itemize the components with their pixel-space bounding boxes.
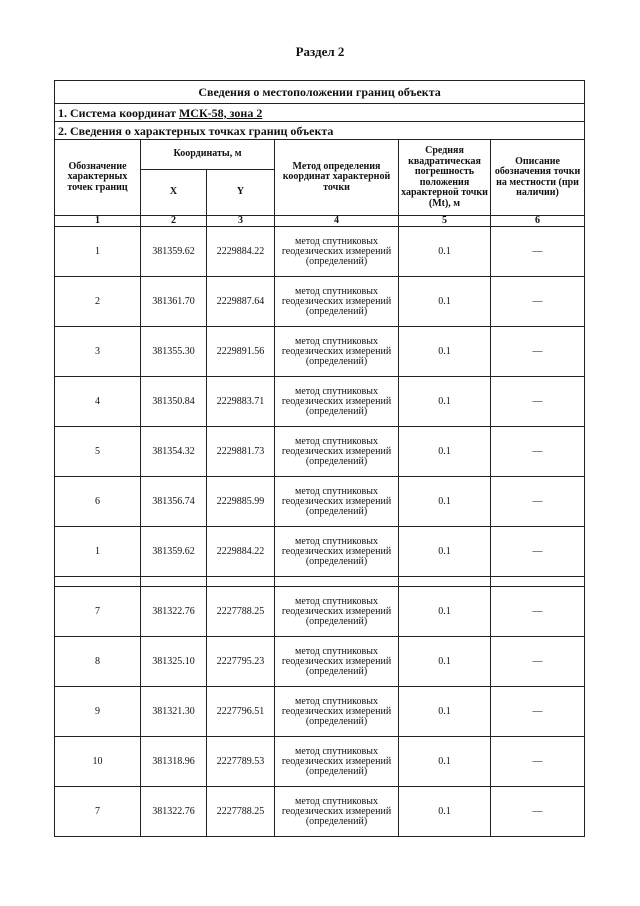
coord-x: 381350.84 [141, 377, 207, 427]
header-designation: Обозначение характерных точек границ [55, 140, 141, 216]
point-id: 7 [55, 587, 141, 637]
group-separator-row [55, 577, 585, 587]
table-title: Сведения о местоположении границ объекта [55, 81, 585, 104]
point-id: 5 [55, 427, 141, 477]
table-row [55, 787, 585, 837]
point-id: 1 [55, 527, 141, 577]
accuracy-cell: 0.1 [399, 277, 491, 327]
column-number: 2 [141, 216, 207, 227]
accuracy-cell: 0.1 [399, 687, 491, 737]
description-cell: — [491, 527, 585, 577]
coord-y: 2229884.22 [207, 527, 275, 577]
table-row [55, 377, 585, 427]
method-cell: метод спутниковых геодезических измерений (определений) [275, 427, 399, 477]
coord-y: 2229885.99 [207, 477, 275, 527]
coord-x: 381322.76 [141, 787, 207, 837]
point-id: 4 [55, 377, 141, 427]
coord-y: 2227788.25 [207, 787, 275, 837]
point-id: 8 [55, 637, 141, 687]
empty-cell [207, 577, 275, 587]
accuracy-cell: 0.1 [399, 527, 491, 577]
coord-y: 2229883.71 [207, 377, 275, 427]
header-x: X [141, 170, 207, 216]
points-section-label: 2. Сведения о характерных точках границ объекта [55, 122, 585, 140]
header-y: Y [207, 170, 275, 216]
method-cell: метод спутниковых геодезических измерений (определений) [275, 637, 399, 687]
header-coordinates: Координаты, м [141, 140, 275, 170]
point-id: 6 [55, 477, 141, 527]
accuracy-cell: 0.1 [399, 637, 491, 687]
table-row [55, 427, 585, 477]
accuracy-cell: 0.1 [399, 427, 491, 477]
accuracy-cell: 0.1 [399, 377, 491, 427]
method-cell: метод спутниковых геодезических измерений (определений) [275, 377, 399, 427]
description-cell: — [491, 637, 585, 687]
point-id: 9 [55, 687, 141, 737]
coordinate-system-label: 1. Система координат [58, 105, 176, 120]
coord-y: 2229881.73 [207, 427, 275, 477]
method-cell: метод спутниковых геодезических измерений (определений) [275, 737, 399, 787]
empty-cell [275, 577, 399, 587]
method-cell: метод спутниковых геодезических измерений (определений) [275, 587, 399, 637]
description-cell: — [491, 787, 585, 837]
column-numbers-row [55, 216, 585, 227]
method-cell: метод спутниковых геодезических измерений (определений) [275, 687, 399, 737]
coord-x: 381322.76 [141, 587, 207, 637]
coord-y: 2229887.64 [207, 277, 275, 327]
description-cell: — [491, 377, 585, 427]
coord-x: 381356.74 [141, 477, 207, 527]
column-number: 1 [55, 216, 141, 227]
column-number: 3 [207, 216, 275, 227]
header-method: Метод определения координат характерной точки [275, 140, 399, 216]
table-row [55, 477, 585, 527]
description-cell: — [491, 277, 585, 327]
table-row [55, 227, 585, 277]
coord-x: 381321.30 [141, 687, 207, 737]
column-number: 4 [275, 216, 399, 227]
coord-y: 2227795.23 [207, 637, 275, 687]
point-id: 7 [55, 787, 141, 837]
accuracy-cell: 0.1 [399, 737, 491, 787]
empty-cell [141, 577, 207, 587]
description-cell: — [491, 687, 585, 737]
point-id: 10 [55, 737, 141, 787]
coord-x: 381361.70 [141, 277, 207, 327]
boundary-points-table [54, 80, 585, 837]
description-cell: — [491, 587, 585, 637]
method-cell: метод спутниковых геодезических измерений (определений) [275, 527, 399, 577]
description-cell: — [491, 327, 585, 377]
table-row [55, 277, 585, 327]
description-cell: — [491, 227, 585, 277]
table-row [55, 527, 585, 577]
coord-x: 381354.32 [141, 427, 207, 477]
method-cell: метод спутниковых геодезических измерений (определений) [275, 327, 399, 377]
header-accuracy: Средняя квадратическая погрешность положения характерной точки (Mt), м [399, 140, 491, 216]
column-number: 6 [491, 216, 585, 227]
coord-x: 381325.10 [141, 637, 207, 687]
accuracy-cell: 0.1 [399, 587, 491, 637]
table-row [55, 587, 585, 637]
header-description: Описание обозначения точки на местности (при наличии) [491, 140, 585, 216]
empty-cell [55, 577, 141, 587]
accuracy-cell: 0.1 [399, 787, 491, 837]
description-cell: — [491, 737, 585, 787]
table-row [55, 737, 585, 787]
coord-y: 2229884.22 [207, 227, 275, 277]
accuracy-cell: 0.1 [399, 227, 491, 277]
coord-x: 381359.62 [141, 527, 207, 577]
accuracy-cell: 0.1 [399, 477, 491, 527]
coord-y: 2227789.53 [207, 737, 275, 787]
point-id: 2 [55, 277, 141, 327]
point-id: 1 [55, 227, 141, 277]
description-cell: — [491, 477, 585, 527]
coordinate-system-row [55, 104, 585, 122]
coord-x: 381318.96 [141, 737, 207, 787]
table-row [55, 687, 585, 737]
section-heading: Раздел 2 [295, 44, 345, 59]
method-cell: метод спутниковых геодезических измерений (определений) [275, 477, 399, 527]
point-id: 3 [55, 327, 141, 377]
coord-y: 2229891.56 [207, 327, 275, 377]
method-cell: метод спутниковых геодезических измерений (определений) [275, 787, 399, 837]
method-cell: метод спутниковых геодезических измерений (определений) [275, 227, 399, 277]
table-row [55, 637, 585, 687]
accuracy-cell: 0.1 [399, 327, 491, 377]
description-cell: — [491, 427, 585, 477]
empty-cell [491, 577, 585, 587]
empty-cell [399, 577, 491, 587]
coord-x: 381355.30 [141, 327, 207, 377]
coordinate-system-value: МСК-58, зона 2 [178, 105, 263, 120]
coord-y: 2227788.25 [207, 587, 275, 637]
coord-x: 381359.62 [141, 227, 207, 277]
table-row [55, 327, 585, 377]
column-number: 5 [399, 216, 491, 227]
coord-y: 2227796.51 [207, 687, 275, 737]
method-cell: метод спутниковых геодезических измерений (определений) [275, 277, 399, 327]
